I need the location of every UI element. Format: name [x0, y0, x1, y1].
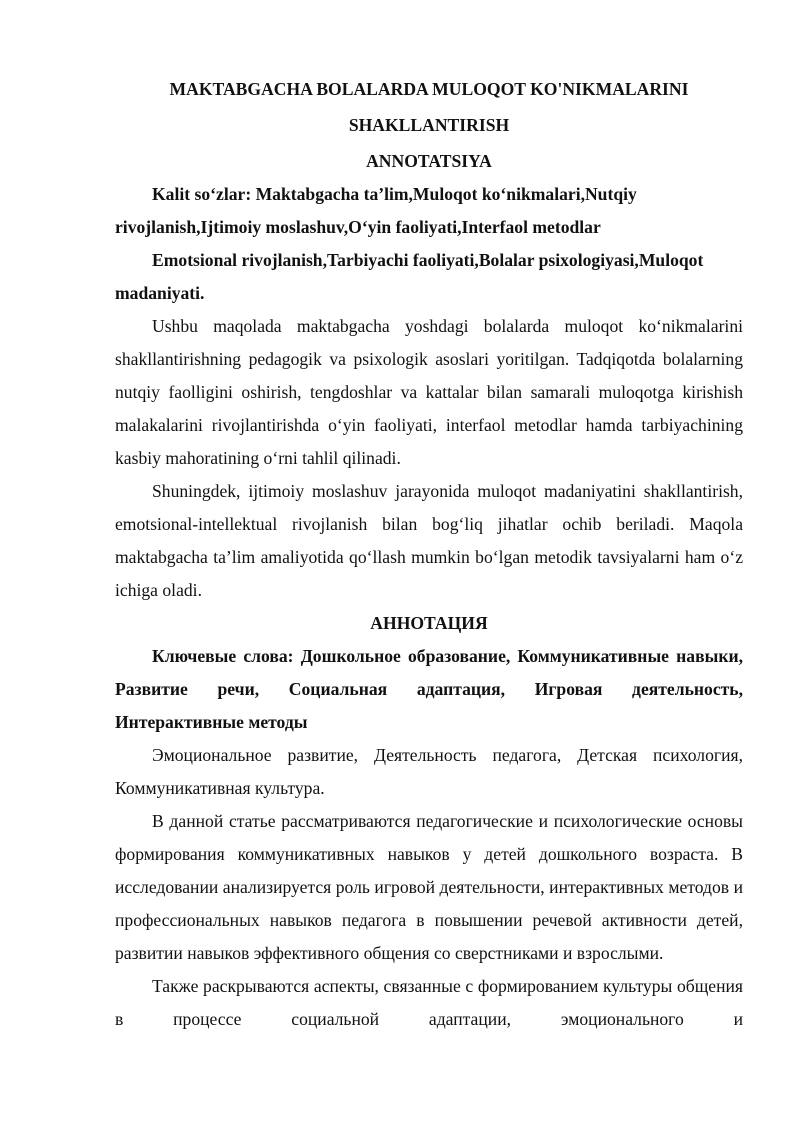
abstract-ru-paragraph-1: В данной статье рассматриваются педагогические и психологические основы формирования коммуникативных навыков у детей дошкольного возраста. В исследовании анализируется роль игровой деятельности, интерактивных методов и профессиональных навыков педагога в повышении речевой активности детей, развитии навыков эффективного общения со сверстниками и взрослыми.: [115, 811, 743, 963]
keywords-uz-2: Emotsional rivojlanish,Tarbiyachi faoliyati,Bolalar psixologiyasi,Muloqot madaniyati.: [115, 250, 704, 303]
abstract-uz-paragraph-2: Shuningdek, ijtimoiy moslashuv jarayonida muloqot madaniyatini shakllantirish, emotsional-intellektual rivojlanish bilan bog‘liq jihatlar ochib beriladi. Maqola maktabgacha ta’lim amaliyotida qo‘llash mumkin bo‘lgan metodik tavsiyalarni ham o‘z ichiga oladi.: [115, 481, 743, 600]
title-line-1: MAKTABGACHA BOLALARDA MULOQOT KO'NIKMALARINI: [169, 79, 689, 99]
annotation-uz-heading: ANNOTATSIYA: [366, 151, 492, 171]
annotation-ru-heading: АННОТАЦИЯ: [370, 613, 488, 633]
abstract-ru-paragraph-2: Также раскрываются аспекты, связанные с формированием культуры общения в процессе социальной адаптации, эмоционального и: [115, 976, 743, 1029]
keywords-ru-2: Эмоциональное развитие, Деятельность педагога, Детская психология, Коммуникативная культура.: [115, 745, 743, 798]
abstract-uz-paragraph-1: Ushbu maqolada maktabgacha yoshdagi bolalarda muloqot ko‘nikmalarini shakllantirishning pedagogik va psixologik asoslari yoritilgan. Tadqiqotda bolalarning nutqiy faolligini oshirish, tengdoshlar va kattalar bilan samarali muloqotga kirishish malakalarini rivojlantirishda o‘yin faoliyati, interfaol metodlar hamda tarbiyachining kasbiy mahoratining o‘rni tahlil qilinadi.: [115, 316, 743, 468]
keywords-ru-1: Ключевые слова: Дошкольное образование, Коммуникативные навыки, Развитие речи, Социальная адаптация, Игровая деятельность, Интерактивные методы: [115, 646, 743, 732]
keywords-uz-1: Kalit so‘zlar: Maktabgacha ta’lim,Muloqot ko‘nikmalari,Nutqiy rivojlanish,Ijtimoiy moslashuv,O‘yin faoliyati,Interfaol metodlar: [115, 184, 637, 237]
title-line-2: SHAKLLANTIRISH: [348, 115, 510, 135]
